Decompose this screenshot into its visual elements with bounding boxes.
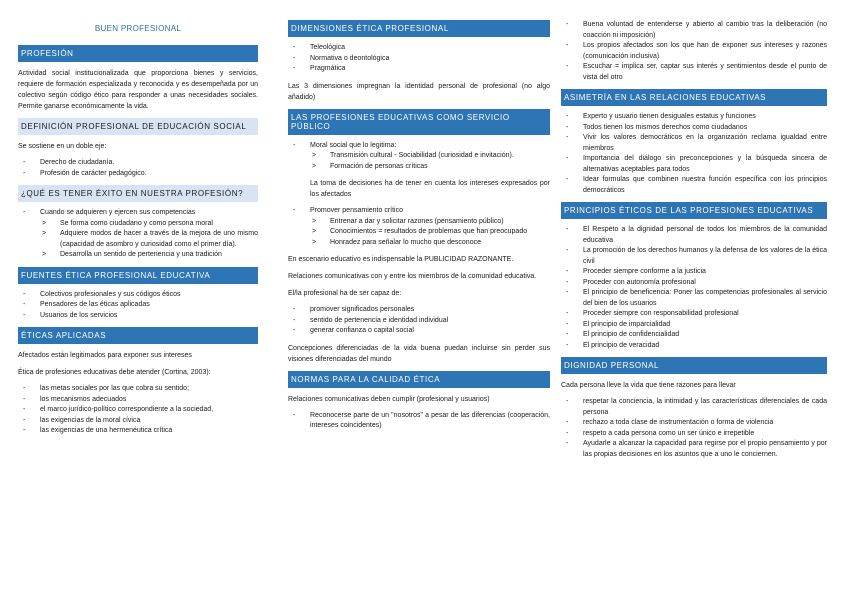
sub-list-item: > Entrenar a dar y solicitar razones (pensamiento público) — [288, 217, 550, 228]
servicio-text-4: Concepciones diferenciadas de la vida buena puedan incluirse sin perder sus visiones diferenciadas del mundo — [288, 344, 550, 363]
sub-list-item: > Honradez para señalar lo mucho que desconoce — [288, 238, 550, 249]
fuentes-list — [18, 290, 258, 322]
servicio-text-1: En escenario educativo es indispensable la PUBLICIDAD RAZONANTE. — [288, 256, 514, 263]
sub-list-item: > Conocimientos = resultados de problemas que han preocupado — [288, 227, 550, 238]
list-item: - Proceder siempre con responsabilidad profesional — [561, 309, 827, 320]
eticas-text-1: Afectados están legitimados para exponer sus intereses — [18, 352, 192, 359]
section-header-asimetria: ASIMETRÍA EN LAS RELACIONES EDUCATIVAS — [561, 89, 827, 106]
section-header-normas: NORMAS PARA LA CALIDAD ÉTICA — [288, 371, 550, 388]
list-item: - Todos tienen los mismos derechos como ciudadanos — [561, 123, 827, 134]
servicio-mid-text: La toma de decisiones ha de tener en cuenta los intereses expresados por los afectados — [310, 180, 550, 198]
list-item: - Normativa o deontológica — [288, 54, 550, 65]
definicion-list — [18, 158, 258, 179]
list-item: - Vivir los valores democráticos en la organización reclama igualdad entre miembros — [561, 133, 827, 154]
list-item: - Importancia del diálogo sin preconcepciones y la búsqueda sincera de alternativas aceptables para todos — [561, 154, 827, 175]
list-item: - Ayudarle a alcanzar la capacidad para regirse por el propio pensamiento y por las propias decisiones en los asuntos que a uno le conciernen. — [561, 439, 827, 460]
list-item: - Los propios afectados son los que han de exponer sus intereses y razones (comunicación inclusiva) — [561, 41, 827, 62]
sub-list-item: > Formación de personas críticas — [288, 162, 550, 173]
servicio-text-2: Relaciones comunicativas con y entre los miembros de la comunidad educativa. — [288, 273, 537, 280]
list-item: - Escuchar = implica ser, captar sus interés y sentimientos desde el punto de vista del otro — [561, 62, 827, 83]
normas-text: Relaciones comunicativas deben cumplir (profesional y usuarios) — [288, 395, 490, 403]
column-2 — [288, 0, 550, 438]
servicio-list-3 — [288, 305, 550, 337]
section-header-servicio-publico: LAS PROFESIONES EDUCATIVAS COMO SERVICIO PÚBLICO — [288, 109, 550, 135]
servicio-text-3: El/la profesional ha de ser capaz de: — [288, 290, 402, 297]
section-header-profesion: PROFESIÓN — [18, 45, 258, 62]
dignidad-text: Cada persona lleve la vida que tiene razones para llevar — [561, 382, 736, 389]
list-item: - Cuando se adquieren y ejercen sus competencias — [18, 208, 258, 219]
list-item: - respetar la conciencia, la intimidad y las características diferenciales de cada persona — [561, 397, 827, 418]
list-item: - El principio de imparcialidad — [561, 320, 827, 331]
sub-list-item: > Transmisión cultural - Sociabilidad (curiosidad e invitación). — [288, 151, 550, 162]
servicio-list-1 — [288, 141, 550, 173]
list-item: - sentido de pertenencia e identidad individual — [288, 316, 550, 327]
list-item: - rechazo a toda clase de instrumentación o forma de violencia — [561, 418, 827, 429]
exito-list — [18, 208, 258, 261]
sub-list-item: > Adquiere modos de hacer a través de la mejora de uno mismo (capacidad de asombro y curiosidad como el primer día). — [18, 229, 258, 250]
list-item: - Pensadores de las éticas aplicadas — [18, 300, 258, 311]
list-item: - Teleológica — [288, 43, 550, 54]
list-item: - Idear formulas que combinen nuestra función específica con los principios democráticos — [561, 175, 827, 196]
list-item: - Reconocerse parte de un "nosotros" a pesar de las diferencias (cooperación, intereses coincidentes) — [288, 411, 550, 432]
list-item: - Experto y usuario tienen desiguales estatus y funciones — [561, 112, 827, 123]
section-header-dignidad: DIGNIDAD PERSONAL — [561, 357, 827, 374]
servicio-list-2 — [288, 206, 550, 248]
list-item: - El principio de beneficencia: Poner las competencias profesionales al servicio del bien de los usuarios — [561, 288, 827, 309]
eticas-list — [18, 384, 258, 437]
list-item: - las exigencias de una hermenéutica crítica — [18, 426, 258, 437]
eticas-text-2: Ética de profesiones educativas debe atender (Cortina, 2003): — [18, 369, 211, 376]
list-item: - Buena voluntad de entenderse y abierto al cambio tras la deliberación (no coacción ni imposición) — [561, 20, 827, 41]
list-item: - Proceder con autonomía profesional — [561, 278, 827, 289]
list-item: - Colectivos profesionales y sus códigos éticos — [18, 290, 258, 301]
normas-list-continued — [561, 20, 827, 83]
list-item: - El principio de veracidad — [561, 341, 827, 352]
section-header-principios: PRINCIPIOS ÉTICOS DE LAS PROFESIONES EDUCATIVAS — [561, 202, 827, 219]
definicion-intro: Se sostiene en un doble eje: — [18, 143, 107, 150]
dignidad-list — [561, 397, 827, 460]
section-header-fuentes: FUENTES ÉTICA PROFESIONAL EDUCATIVA — [18, 267, 258, 284]
column-3 — [561, 0, 827, 466]
section-header-definicion: DEFINICIÓN PROFESIONAL DE EDUCACIÓN SOCIAL — [18, 118, 258, 135]
list-item: - La promoción de los derechos humanos y la defensa de los valores de la ética civil — [561, 246, 827, 267]
normas-list — [288, 411, 550, 432]
list-item: - promover significados personales — [288, 305, 550, 316]
list-item: - las exigencias de la moral cívica — [18, 416, 258, 427]
principios-list — [561, 225, 827, 351]
dimensiones-list — [288, 43, 550, 75]
sub-list-item: > Se forma como ciudadano y como persona moral — [18, 219, 258, 230]
list-item: - los mecanismos adecuados — [18, 395, 258, 406]
column-1 — [18, 0, 258, 443]
list-item: - El principio de confidencialidad — [561, 330, 827, 341]
list-item: - Usuarios de los servicios — [18, 311, 258, 322]
list-item: - Moral social que lo legitima: — [288, 141, 550, 152]
list-item: - El Respeto a la dignidad personal de todos los miembros de la comunidad educativa — [561, 225, 827, 246]
list-item: - el marco jurídico-político correspondiente a la sociedad, — [18, 405, 258, 416]
list-item: - Derecho de ciudadanía. — [18, 158, 258, 169]
list-item: - Promover pensamiento crítico — [288, 206, 550, 217]
list-item: - Pragmática — [288, 64, 550, 75]
profesion-text: Actividad social institucionalizada que proporciona bienes y servicios, requiere de formación especializada y reconocida y es desempeñada por un colectivo según código ético para responder a unas necesidades sociales. Permite ganarse económicamente la vida. — [18, 70, 258, 110]
list-item: - Proceder siempre conforme a la justicia — [561, 267, 827, 278]
list-item: - las metas sociales por las que cobra su sentido; — [18, 384, 258, 395]
dimensiones-text: Las 3 dimensiones impregnan la identidad personal de profesional (no algo añadido) — [288, 82, 550, 101]
document-title: BUEN PROFESIONAL — [94, 24, 182, 33]
list-item: - generar confianza o capital social — [288, 326, 550, 337]
section-header-exito: ¿QUÉ ES TENER ÉXITO EN NUESTRA PROFESIÓN? — [18, 185, 258, 202]
sub-list-item: > Desarrolla un sentido de pertenencia y una tradición — [18, 250, 258, 261]
section-header-eticas: ÉTICAS APLICADAS — [18, 327, 258, 344]
list-item: - respeto a cada persona como un ser único e irrepetible — [561, 429, 827, 440]
list-item: - Profesión de carácter pedagógico. — [18, 169, 258, 180]
section-header-dimensiones: DIMENSIONES ÉTICA PROFESIONAL — [288, 20, 550, 37]
asimetria-list — [561, 112, 827, 196]
